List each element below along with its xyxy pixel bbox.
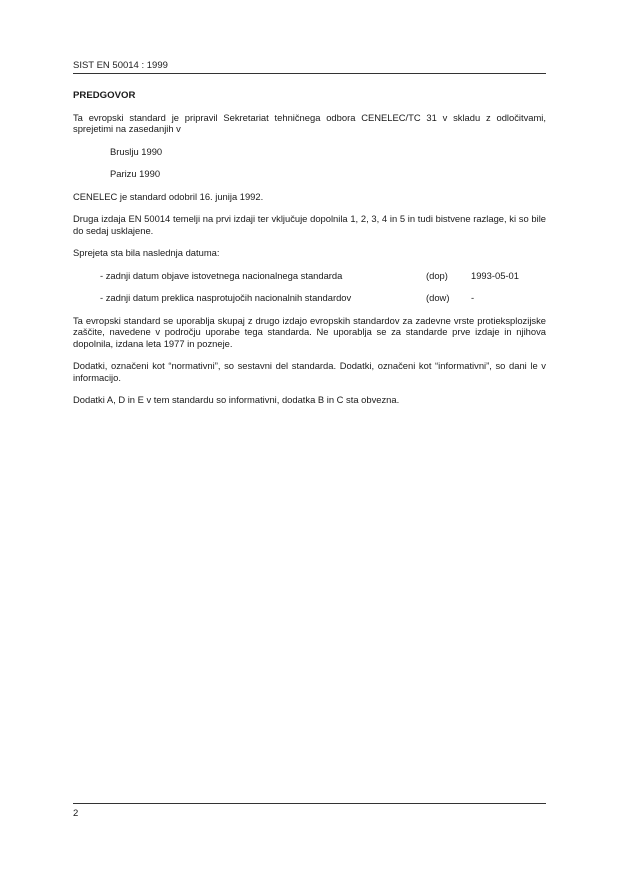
page-number: 2 — [73, 808, 79, 819]
paragraph-7: Dodatki A, D in E v tem standardu so informativni, dodatka B in C sta obvezna. — [73, 394, 400, 405]
date-code: (dow) — [426, 292, 450, 303]
meeting-parizu: Parizu 1990 — [110, 168, 161, 179]
paragraph-5: Ta evropski standard se uporablja skupaj z drugo izdajo evropskih standardov za zadevne vrste protieksplozijske zaščite, navedene v področju uporabe tega standarda. Ne uporablja se za standarde prve izdaje in njihova dopolnila, izdana leta 1977 in pozneje. — [73, 314, 546, 349]
footer-rule — [73, 803, 546, 804]
date-value: 1993-05-01 — [471, 269, 519, 281]
date-code: (dop) — [426, 269, 448, 281]
date-value: - — [471, 292, 475, 303]
foreword-section — [73, 90, 546, 417]
header-rule — [73, 73, 546, 74]
paragraph-3: Druga izdaja EN 50014 temelji na prvi izdaji ter vključuje dopolnila 1, 2, 3, 4 in 5 in tudi bistvene razlage, ki so bile do sedaj usklajene. — [73, 213, 546, 236]
paragraph-4: Sprejeta sta bila naslednja datuma: — [73, 247, 220, 258]
date-label: - zadnji datum preklica nasprotujočih nacionalnih standardov — [100, 292, 352, 303]
paragraph-2: CENELEC je standard odobril 16. junija 1992. — [73, 190, 264, 202]
date-label: - zadnji datum objave istovetnega nacionalnega standarda — [100, 269, 343, 281]
date-row-dow — [73, 292, 546, 304]
section-title: PREDGOVOR — [73, 90, 136, 101]
paragraph-1: Ta evropski standard je pripravil Sekretariat tehničnega odbora CENELEC/TC 31 v skladu z odločitvami, sprejetimi na zasedanjih v — [73, 111, 546, 134]
document-id: SIST EN 50014 : 1999 — [73, 60, 168, 71]
paragraph-6: Dodatki, označeni kot “normativni”, so sestavni del standarda. Dodatki, označeni kot “informativni”, so dani le v informacijo. — [73, 360, 546, 383]
date-row-dop — [73, 270, 546, 282]
meeting-bruslju: Bruslju 1990 — [110, 145, 163, 157]
